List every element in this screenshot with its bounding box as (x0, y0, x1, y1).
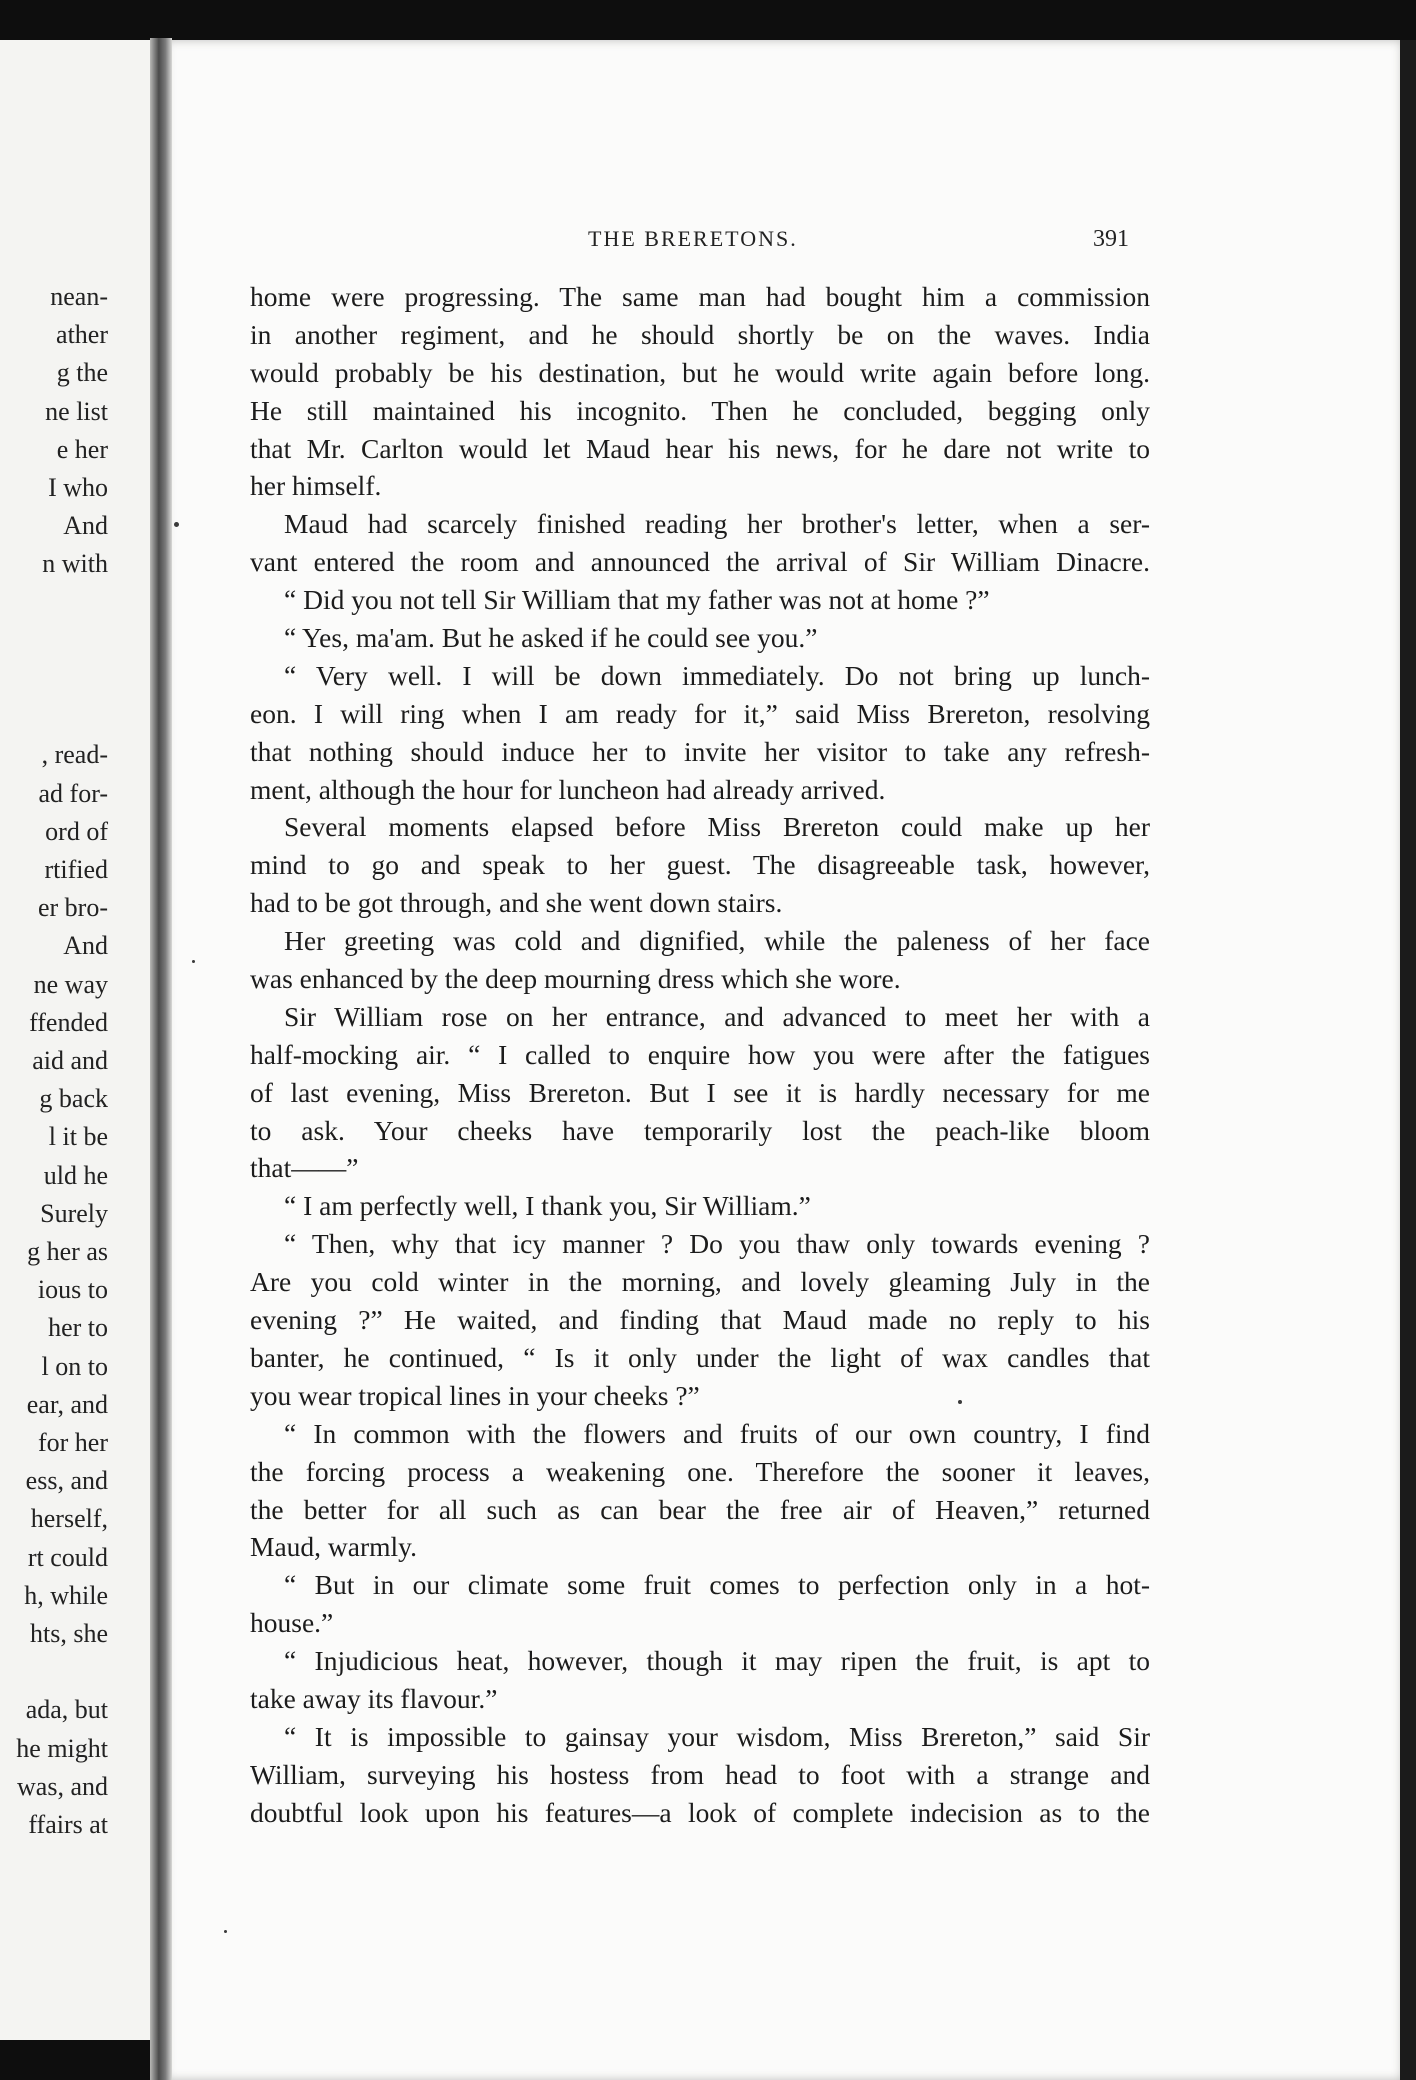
text-line: Maud, warmly. (250, 1531, 418, 1563)
left-page-fragment: g back (39, 1084, 108, 1114)
left-page-fragment: for her (37, 1428, 108, 1457)
running-title: THE BRERETONS. (588, 226, 798, 251)
text-line: the forcing process a weakening one. Therefore the sooner it leaves, (250, 1455, 1150, 1487)
left-page-fragment: uld he (43, 1160, 108, 1190)
left-page-fragment: ious to (37, 1275, 108, 1305)
left-page-fragment: ada, but (25, 1695, 108, 1725)
text-line: Her greeting was cold and dignified, while the paleness of her face (284, 925, 1150, 957)
text-line: mind to go and speak to her guest. The disagreeable task, however, (250, 849, 1150, 881)
body-text (250, 278, 1150, 1832)
text-line: the better for all such as can bear the free air of Heaven,” returned (250, 1493, 1150, 1525)
text-line: banter, he continued, “ Is it only under the light of wax candles that (250, 1341, 1150, 1373)
left-page-fragment: herself, (30, 1504, 108, 1534)
left-page-fragment: , read- (41, 740, 108, 770)
text-line: that nothing should induce her to invite her visitor to take any refresh- (250, 735, 1150, 767)
left-page-fragment: he might (16, 1733, 108, 1763)
text-line: “ Then, why that icy manner ? Do you thaw only towards evening ? (284, 1228, 1150, 1260)
text-line: of last evening, Miss Brereton. But I see it is hardly necessary for me (250, 1076, 1150, 1108)
scan-speck (224, 1930, 227, 1933)
text-line: “ In common with the flowers and fruits of our own country, I find (284, 1417, 1150, 1449)
text-line: Several moments elapsed before Miss Brereton could make up her (284, 811, 1150, 843)
text-line: that Mr. Carlton would let Maud hear his news, for he dare not write to (250, 432, 1150, 464)
text-line: to ask. Your cheeks have temporarily lost the peach-like bloom (250, 1114, 1150, 1146)
left-page-fragment: her to (48, 1313, 108, 1343)
left-page-fragment: I who (48, 473, 108, 502)
running-head (0, 226, 1416, 262)
text-line: home were progressing. The same man had bought him a commission (250, 281, 1150, 312)
text-line: take away its flavour.” (250, 1682, 498, 1714)
left-page-fragment: n with (42, 549, 108, 579)
text-line: vant entered the room and announced the arrival of Sir William Dinacre. (250, 546, 1150, 578)
scan-speck (192, 960, 195, 963)
left-page-fragment: rt could (27, 1542, 108, 1572)
left-page-fragment: was, and (17, 1771, 108, 1801)
left-page-fragment: er bro- (37, 893, 108, 923)
text-line: Sir William rose on her entrance, and advanced to meet her with a (284, 1000, 1150, 1032)
text-line: was enhanced by the deep mourning dress which she wore. (250, 963, 901, 995)
text-line: in another regiment, and he should shortly be on the waves. India (250, 318, 1150, 350)
left-page-fragment: l on to (41, 1351, 108, 1381)
text-line: “ Very well. I will be down immediately. Do not bring up lunch- (284, 659, 1150, 691)
text-line: evening ?” He waited, and finding that Maud made no reply to his (250, 1304, 1150, 1336)
text-line: Are you cold winter in the morning, and lovely gleaming July in the (250, 1266, 1150, 1298)
text-line: had to be got through, and she went down stairs. (250, 887, 783, 919)
text-line: “ It is impossible to gainsay your wisdom, Miss Brereton,” said Sir (284, 1720, 1150, 1752)
left-page-fragment: ffairs at (28, 1810, 108, 1839)
text-line: “ Injudicious heat, however, though it may ripen the fruit, is apt to (284, 1645, 1150, 1677)
left-page-fragment: hts, she (30, 1619, 108, 1648)
text-line: “ Did you not tell Sir William that my father was not at home ?” (284, 584, 990, 616)
left-page-fragment: Surely (40, 1198, 108, 1228)
text-line: ment, although the hour for luncheon had already arrived. (250, 773, 886, 805)
left-page-fragment: g the (56, 358, 108, 388)
left-page-fragment: And (63, 511, 108, 541)
scan-speck (958, 1400, 962, 1404)
left-page-fragment: rtified (44, 855, 108, 884)
text-line: “ Yes, ma'am. But he asked if he could see you.” (284, 622, 818, 654)
left-page-fragment: ear, and (26, 1389, 108, 1419)
left-page-fragment: And (63, 931, 108, 961)
left-page-fragment: ord of (45, 816, 108, 846)
page-edge-shadow (1400, 40, 1416, 2080)
left-page-fragment: l it be (48, 1122, 108, 1152)
text-line: “ But in our climate some fruit comes to perfection only in a hot- (284, 1569, 1150, 1601)
left-page-fragment: ne way (33, 969, 108, 999)
text-line: house.” (250, 1607, 334, 1639)
left-page-fragment: ffended (29, 1007, 108, 1037)
text-line: eon. I will ring when I am ready for it,” said Miss Brereton, resolving (250, 697, 1150, 729)
left-page-fragment: nean- (50, 282, 108, 311)
page-number: 391 (1093, 226, 1129, 252)
left-page-fragment: ess, and (25, 1466, 108, 1496)
left-page-fragment: ather (56, 320, 108, 350)
text-line: that——” (250, 1152, 359, 1184)
left-page-fragment: ne list (45, 396, 108, 426)
left-page-fragment: ad for- (38, 778, 108, 808)
text-line: her himself. (250, 470, 382, 502)
text-line: Maud had scarcely finished reading her brother's letter, when a ser- (284, 508, 1150, 540)
text-line: He still maintained his incognito. Then he concluded, begging only (250, 394, 1150, 426)
left-facing-page (0, 40, 160, 2040)
text-line: William, surveying his hostess from head to foot with a strange and (250, 1758, 1150, 1790)
text-line: you wear tropical lines in your cheeks ?” (250, 1379, 700, 1411)
binding-gutter (150, 38, 172, 2080)
left-page-fragment: e her (56, 434, 108, 464)
left-page-fragment: h, while (24, 1580, 108, 1610)
text-line: half-mocking air. “ I called to enquire how you were after the fatigues (250, 1038, 1150, 1070)
text-line: would probably be his destination, but he would write again before long. (250, 356, 1150, 388)
left-page-fragment: aid and (32, 1046, 108, 1075)
text-line: “ I am perfectly well, I thank you, Sir William.” (284, 1190, 811, 1222)
scan-speck (174, 522, 179, 527)
text-line: doubtful look upon his features—a look of complete indecision as to the (250, 1796, 1150, 1828)
left-page-fragment: g her as (27, 1237, 108, 1266)
